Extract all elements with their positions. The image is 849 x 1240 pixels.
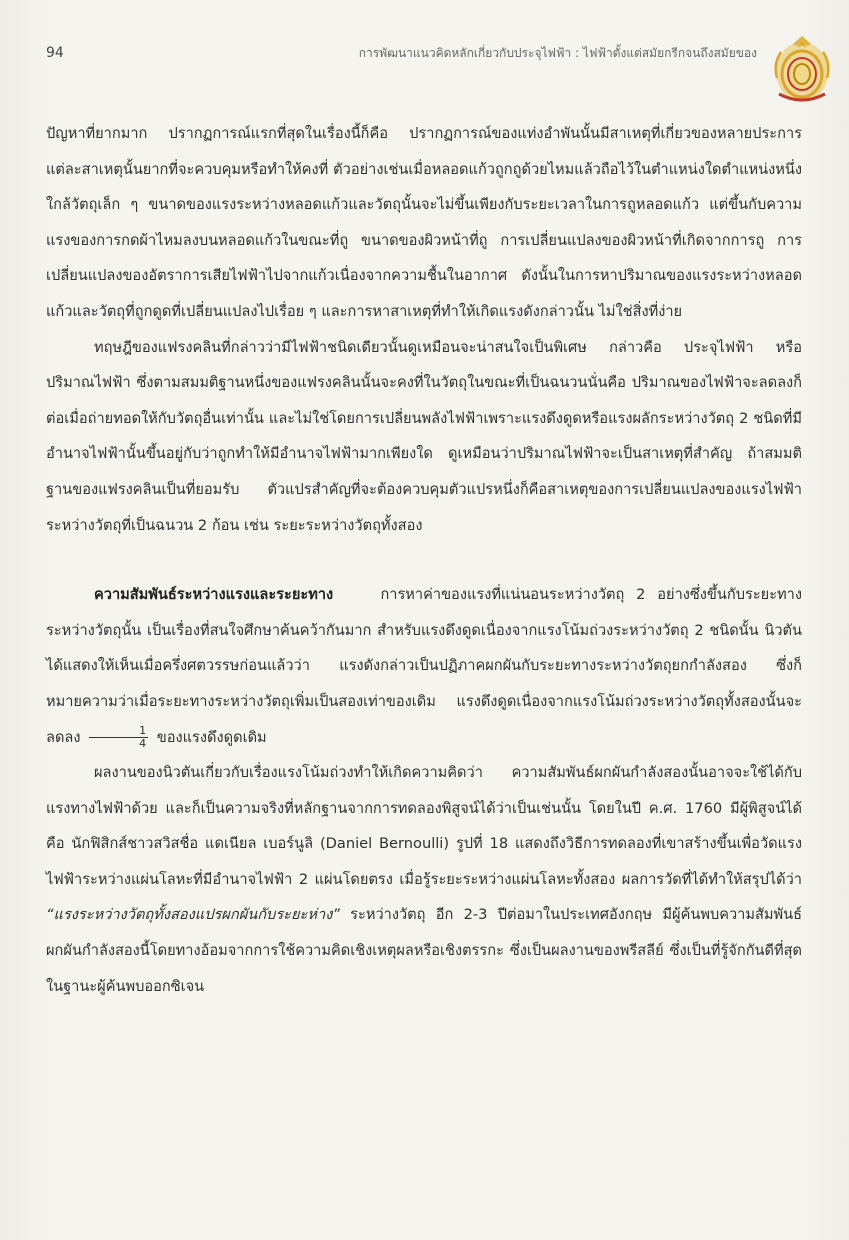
fraction-numerator: 1 bbox=[89, 725, 148, 738]
paragraph-3 bbox=[46, 577, 802, 755]
fraction bbox=[89, 725, 148, 750]
paragraph-3-tail: ของแรงดึงดูดเดิม bbox=[156, 728, 267, 746]
paragraph-3-text: การหาค่าของแรงที่แน่นอนระหว่างวัตถุ 2 อย่างซึ่งขึ้นกับระยะทางระหว่างวัตถุนั้น เป็นเรื่องที่สนใจศึกษาค้นคว้ากันมาก สำหรับแรงดึงดูดเนื่องจากแรงโน้มถ่วงระหว่างวัตถุ 2 ชนิดนั้น นิวตันได้แสดงให้เห็นเมื่อครึ่งศตวรรษก่อนแล้วว่า แรงดังกล่าวเป็นปฏิภาคผกผันกับระยะทางระหว่างวัตถุยกกำลังสอง ซึ่งก็หมายความว่าเมื่อระยะทางระหว่างวัตถุเพิ่มเป็นสองเท่าของเดิม แรงดึงดูดเนื่องจากแรงโน้มถ่วงระหว่างวัตถุทั้งสองนั้นจะลดลง bbox=[46, 586, 802, 746]
page-number: 94 bbox=[46, 45, 64, 61]
page-body bbox=[46, 116, 802, 1004]
quote: “แรงระหว่างวัตถุทั้งสองแปรผกผันกับระยะห่าง” bbox=[46, 906, 340, 924]
fraction-denominator: 4 bbox=[139, 737, 147, 750]
paragraph-2: ทฤษฎีของแฟรงคลินที่กล่าวว่ามีไฟฟ้าชนิดเดียวนั้นดูเหมือนจะน่าสนใจเป็นพิเศษ กล่าวคือ ประจุไฟฟ้า หรือ ปริมาณไฟฟ้า ซึ่งตามสมมติฐานหนึ่งของแฟรงคลินนั้นจะคงที่ในวัตถุในขณะที่เป็นฉนวนนั่นคือ ปริมาณของไฟฟ้าจะลดลงก็ต่อเมื่อถ่ายทอดให้กับวัตถุอื่นเท่านั้น และไม่ใช่โดยการเปลี่ยนพลังไฟฟ้าเพราะแรงดึงดูดหรือแรงผลักระหว่างวัตถุ 2 ชนิดที่มีอำนาจไฟฟ้านั้นขึ้นอยู่กับว่าถูกทำให้มีอำนาจไฟฟ้ามากเพียงใด ดูเหมือนว่าปริมาณไฟฟ้าจะเป็นสาเหตุที่สำคัญ ถ้าสมมติฐานของแฟรงคลินเป็นที่ยอมรับ ตัวแปรสำคัญที่จะต้องควบคุมตัวแปรหนึ่งก็คือสาเหตุของการเปลี่ยนแปลงของแรงไฟฟ้าระหว่างวัตถุที่เป็นฉนวน 2 ก้อน เช่น ระยะระหว่างวัตถุทั้งสอง bbox=[46, 338, 802, 534]
paragraph-4-text: ผลงานของนิวตันเกี่ยวกับเรื่องแรงโน้มถ่วงทำให้เกิดความคิดว่า ความสัมพันธ์ผกผันกำลังสองนั้นอาจจะใช้ได้กับแรงทางไฟฟ้าด้วย และก็เป็นความจริงที่หลักฐานจากการทดลองพิสูจน์ได้ว่าเป็นเช่นนั้น โดยในปี ค.ศ. 1760 มีผู้พิสูจน์ได้คือ นักฟิสิกส์ชาวสวิสชื่อ แดเนียล เบอร์นูลิ (Daniel Bernoulli) รูปที่ 18 แสดงถึงวิธีการทดลองที่เขาสร้างขึ้นเพื่อวัดแรงไฟฟ้าระหว่างแผ่นโลหะที่มีอำนาจไฟฟ้า 2 แผ่นโดยตรง เมื่อรู้ระยะระหว่างแผ่นโลหะทั้งสอง ผลการวัดที่ได้ทำให้สรุปได้ว่า bbox=[46, 764, 802, 888]
paragraph-4-tail: ระหว่างวัตถุ อีก 2-3 ปีต่อมาในประเทศอังกฤษ มีผู้ค้นพบความสัมพันธ์ผกผันกำลังสองนี้โดยทางอ้อมจากการใช้ความคิดเชิงเหตุผลหรือเชิงตรรกะ ซึ่งเป็นผลงานของพรีสลีย์ ซึ่งเป็นที่รู้จักกันดีที่สุดในฐานะผู้ค้นพบออกซิเจน bbox=[46, 906, 803, 995]
running-title: การพัฒนาแนวคิดหลักเกี่ยวกับประจุไฟฟ้า : ไฟฟ้าตั้งแต่สมัยกรีกจนถึงสมัยของ bbox=[358, 46, 757, 60]
page-header bbox=[46, 44, 757, 63]
royal-seal-icon bbox=[771, 34, 833, 106]
paragraph-1: ปัญหาที่ยากมาก ปรากฏการณ์แรกที่สุดในเรื่องนี้ก็คือ ปรากฏการณ์ของแท่งอำพันนั้นมีสาเหตุที่เกี่ยวของหลายประการ แต่ละสาเหตุนั้นยากที่จะควบคุมหรือทำให้คงที่ ตัวอย่างเช่นเมื่อหลอดแก้วถูกถูด้วยไหมแล้วถือไว้ในตำแหน่งใดตำแหน่งหนึ่งใกล้วัตถุเล็ก ๆ ขนาดของแรงระหว่างหลอดแก้วและวัตถุนั้นจะไม่ขึ้นเพียงกับระยะเวลาในการถูหลอดแก้ว แต่ขึ้นกับความแรงของการกดผ้าไหมลงบนหลอดแก้วในขณะที่ถู ขนาดของผิวหน้าที่ถู การเปลี่ยนแปลงของผิวหน้าที่เกิดจากการถู การเปลี่ยนแปลงของอัตราการเสียไฟฟ้าไปจากแก้วเนื่องจากความชื้นในอากาศ ดังนั้นในการหาปริมาณของแรงระหว่างหลอดแก้วและวัตถุที่ถูกดูดที่เปลี่ยนแปลงไปเรื่อย ๆ และการหาสาเหตุที่ทำให้เกิดแรงดังกล่าวนั้น ไม่ใช่สิ่งที่ง่าย bbox=[46, 125, 802, 320]
paragraph-4 bbox=[46, 755, 802, 1004]
section-heading: ความสัมพันธ์ระหว่างแรงและระยะทาง bbox=[94, 586, 334, 604]
